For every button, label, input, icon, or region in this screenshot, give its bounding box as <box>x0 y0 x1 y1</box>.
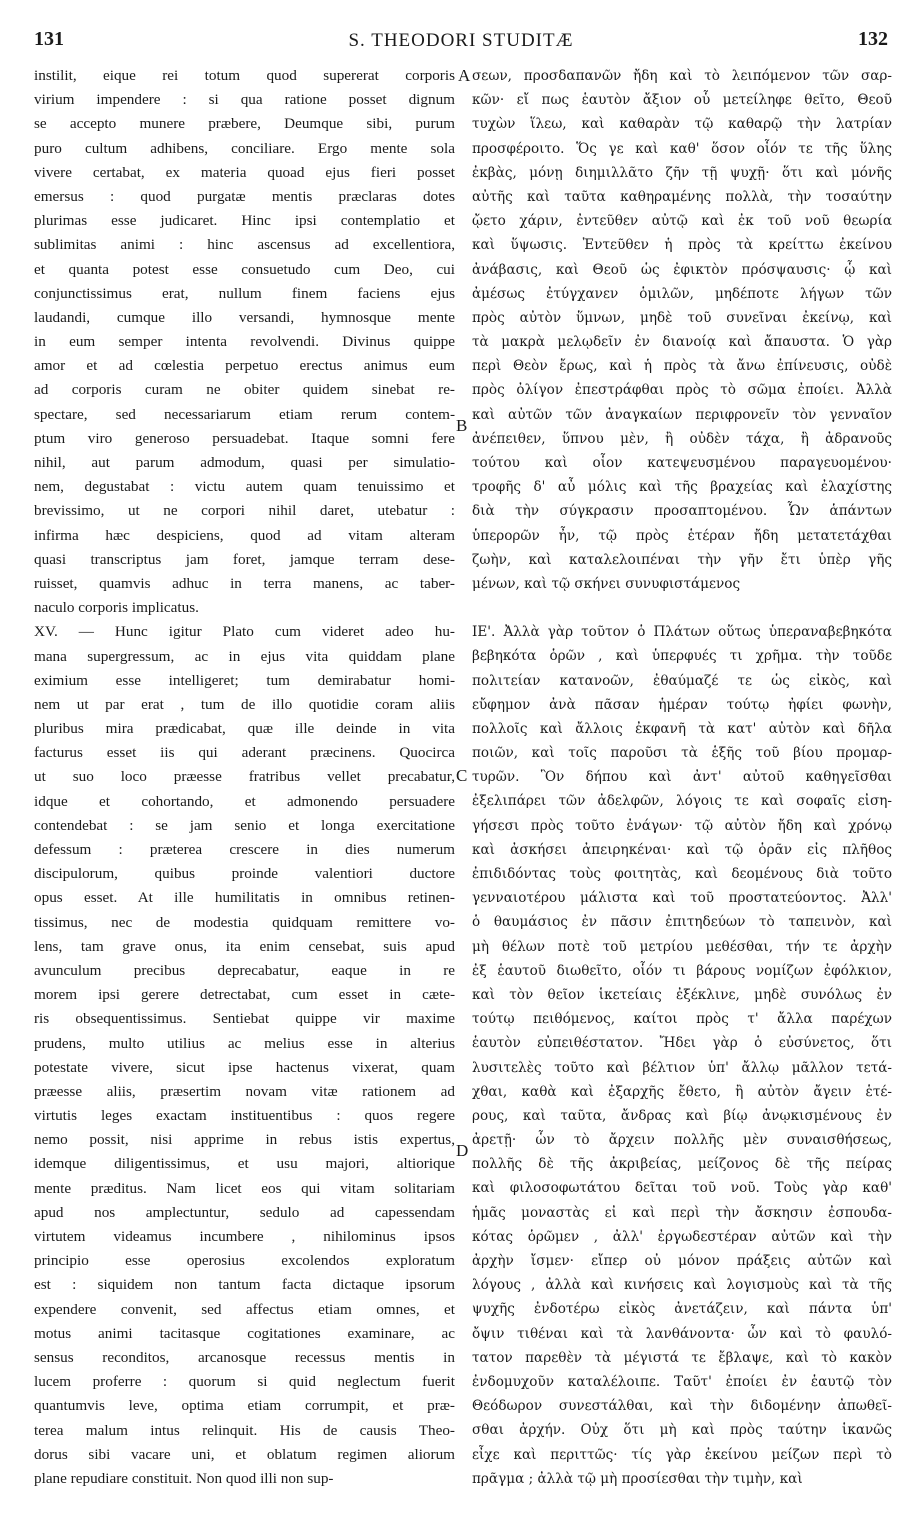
greek-line: ἐξελιπάρει τῶν ἀδελφῶν, λόγοις τε καὶ σοφαῖς εἰση- <box>472 793 892 810</box>
greek-column <box>472 64 892 1491</box>
latin-line: idemque diligentissimus, et usu majori, altiorique <box>34 1155 455 1173</box>
latin-line: et quanta potest esse consuetudo cum Deo, cui <box>34 260 455 278</box>
greek-line: καὶ αὐτῶν τῶν ἀναγκαίων περιφρονεῖν τὸν γενναῖον <box>472 406 892 423</box>
latin-line: defessum : præterea crescere in dies numerum <box>34 841 455 858</box>
latin-line: instilit, eique rei totum quod supererat corporis <box>34 67 455 84</box>
greek-line: εὔφημον ἀνὰ πᾶσαν ἡμέραν τούτῳ ἠφίει φωνὴν, <box>472 696 892 713</box>
greek-line: χθαι, καθὰ καὶ ἐξαρχῆς ἔθετο, ἢ αὐτὸν ἄγειν ἑτέ- <box>472 1083 892 1100</box>
latin-line: in eum semper intenta revolvendi. Divinus quippe <box>34 333 455 351</box>
greek-line: ἐνδομυχοῦν καταλέλοιπε. Ταῦτ' ἐποίει ἐν ἑαυτῷ τὸν <box>472 1373 892 1390</box>
greek-line: ἀρετῇ· ὧν τὸ ἄρχειν πολλῆς μὲν συναισθήσεως, <box>472 1132 892 1149</box>
greek-line: τὰ μακρὰ μελῳδεῖν ἐν διανοίᾳ καὶ ἄπαυστα. Ὁ γὰρ <box>472 334 892 351</box>
greek-line: ΙΕ'. Ἀλλὰ γὰρ τοῦτον ὁ Πλάτων οὕτως ὑπεραναβεβηκότα <box>472 624 892 641</box>
greek-line: πολιτείαν κατανοῶν, ἐθαύμαζέ τε ὡς εἰκὸς, καὶ <box>472 672 892 689</box>
running-header <box>30 28 892 60</box>
greek-line: καὶ ὕψωσις. Ἐντεῦθεν ἡ πρὸς τὰ κρείττω ἐκείνου <box>472 237 892 254</box>
latin-line: nem, degustabat : victu autem quam tenuissimo et <box>34 478 455 496</box>
greek-line: τυχὼν ἵλεω, καὶ καθαρὰν τῷ καθαρῷ τὴν λατρίαν <box>472 116 892 133</box>
latin-line: quantumvis leve, optima etiam corrumpit, et præ- <box>34 1397 455 1415</box>
greek-line: πρᾶγμα ; ἀλλὰ τῷ μὴ προσίεσθαι τὴν τιμὴν, καὶ <box>472 1470 803 1487</box>
latin-line: plurimas esse judicaret. Hinc ipsi contemplatio et <box>34 212 455 230</box>
greek-line: ψυχῆς ἐνδοτέρω εἰκὸς ἀνετάζειν, καὶ πάντα ὑπ' <box>472 1301 892 1318</box>
latin-line: dorus sibi vacare uni, et oblatum regimen aliorum <box>34 1445 455 1463</box>
greek-line: μὴ θέλων ποτὲ τοῦ μετρίου μεθέσθαι, τήν τε ἀρχὴν <box>472 938 892 955</box>
greek-line: γήσεσι πρὸς τοῦτο ἐνάγων· τῷ αὐτὸν ἤδη καὶ χρόνῳ <box>472 817 892 834</box>
greek-line: καὶ ἀσκήσει ἀπειρηκέναι· καὶ τῷ ὁρᾶν εἰς πλῆθος <box>472 841 892 858</box>
latin-line: lucem proferre : quorum si quid neglectum fuerit <box>34 1373 455 1391</box>
latin-line: sublimitas animi : hinc ascensus ad excellentiora, <box>34 236 455 254</box>
latin-line: puro cultum adhibens, conciliare. Ergo mente sola <box>34 139 455 157</box>
margin-marker-c: C <box>456 766 468 785</box>
latin-line: mana supergressum, ac in ejus vita quiddam plane <box>34 647 455 665</box>
latin-line: sensus reconditos, arcanosque recessus mentis in <box>34 1348 455 1366</box>
latin-line: potestate vivere, sicut ipse hactenus vixerat, quam <box>34 1058 455 1076</box>
greek-line: ἐπιδιδόντας τοὺς φοιτητὰς, καὶ δεομένους διὰ τοῦτο <box>472 866 892 882</box>
latin-line: mente præditus. Nam licet eos qui vitam solitariam <box>34 1179 455 1197</box>
greek-line: διὰ τὴν σύγκρασιν προσαπτομένου. Ὧν ἁπάντων <box>472 503 892 520</box>
latin-line: discipulorum, quibus proinde valentiori ductore <box>34 865 455 883</box>
latin-line: plane repudiare constituit. Non quod illi non sup- <box>34 1469 334 1487</box>
greek-line: πολλῆς δὲ τῆς ἀκριβείας, μείζονος δὲ τῆς πείρας <box>472 1156 892 1173</box>
greek-line: κῶν· εἴ πως ἑαυτὸν ἄξιον οὗ μετείληφε θεῖτο, Θεοῦ <box>472 92 892 109</box>
greek-line: λόγους , ἀλλὰ καὶ κινήσεις καὶ λογισμοὺς καὶ τὰ τῆς <box>472 1277 892 1294</box>
page-number-left: 131 <box>34 28 64 50</box>
greek-line: εἶχε καὶ περιττῶς· τίς γὰρ ἐκείνου μείζων περὶ τὸ <box>472 1446 892 1463</box>
latin-line: eximium esse intelligeret; tum demirabatur homi- <box>34 671 455 689</box>
latin-line: amor et ad cœlestia perpetuo erectus animus eum <box>34 357 455 375</box>
page-number-right: 132 <box>858 28 888 50</box>
latin-line: nem ut par erat , tum de illo quotidie coram aliis <box>34 695 455 713</box>
margin-marker-a: A <box>458 66 471 85</box>
latin-line: præesse aliis, præsertim novam vitæ rationem ad <box>34 1082 455 1100</box>
latin-line: vivere certabat, ex materia quoad ejus fieri posset <box>34 163 455 181</box>
greek-line: τούτου καὶ οἷον κατεψευσμένου παραγευομένου· <box>472 455 892 471</box>
margin-marker-d: D <box>456 1141 469 1160</box>
latin-line: morem ipsi gerere detrectabat, cum esset in cæte- <box>34 986 455 1004</box>
latin-line: ptum viro generoso persuadebat. Itaque somni fere <box>34 429 455 447</box>
greek-line: βεβηκότα ὁρῶν , καὶ ὑπερφυές τι χρῆμα. τὴν τοῦδε <box>472 648 892 665</box>
latin-line: XV. — Hunc igitur Plato cum videret adeo hu- <box>34 623 455 641</box>
latin-column <box>34 64 455 1491</box>
latin-line: emersus : quod purgatæ mentis præclaras dotes <box>34 187 455 205</box>
greek-line: προσφέροιτο. Ὅς γε καὶ καθ' ὅσον οἷόν τε τῆς ὕλης <box>472 140 892 157</box>
latin-line: virtutem videamus incumbere , nihilominus ipsos <box>34 1228 455 1245</box>
latin-line: idque et cohortando, et admonendo persuadere <box>34 792 455 810</box>
latin-line: ut suo loco præesse fratribus vellet precabatur, <box>34 768 455 786</box>
latin-line: se accepto munere præbere, Deumque sibi, purum <box>34 115 455 133</box>
latin-line: lens, tam grave onus, ita enim censebat, suis apud <box>34 937 455 955</box>
latin-line: spectare, sed necessariarum etiam rerum contem- <box>34 405 455 423</box>
latin-line: conjunctissimus erat, nullum finem faciens ejus <box>34 284 455 302</box>
latin-line: ris obsequentissimus. Sentiebat quippe vir maxime <box>34 1010 455 1028</box>
greek-line: ἡμᾶς μοναστὰς εἰ καὶ περὶ τὴν ἄσκησιν ἐσπουδα- <box>472 1204 892 1221</box>
latin-line: apud nos amplectuntur, sedulo ad capessendam <box>34 1203 455 1221</box>
greek-line: γενναιοτέρου μάλιστα καὶ τοῦ προστατεύοντος. Ἀλλ' <box>472 890 892 907</box>
greek-line: σεων, προσδαπανῶν ἤδη καὶ τὸ λειπόμενον τῶν σαρ- <box>472 68 892 84</box>
greek-line: ποιῶν, καὶ τοῖς παροῦσι τὰ ἑξῆς τοῦ βίου προμαρ- <box>472 745 892 762</box>
greek-line: καὶ φιλοσοφωτάτου δεῖται τοῦ νοῦ. Τοὺς γὰρ καθ' <box>472 1180 892 1197</box>
latin-line: quasi transcriptus jam foret, jamque terram dese- <box>34 550 455 568</box>
greek-line: ἀνάβασις, καὶ Θεοῦ ὡς ἐφικτὸν πρόσψαυσις· ᾧ καὶ <box>472 261 892 278</box>
latin-line: laudandi, cumque illo versandi, hymnosque mente <box>34 308 455 326</box>
latin-line: prudens, multo utilius ac melius esse in alterius <box>34 1034 455 1052</box>
latin-line: terea malum intus relinquit. His de causis Theo- <box>34 1421 455 1439</box>
latin-line: contendebat : se jam senio et longa exercitatione <box>34 816 455 834</box>
latin-line: tissimus, nec de modestia quidquam remittere vo- <box>34 913 455 931</box>
greek-line: ἀμέσως ἐτύγχανεν ὁμιλῶν, μηδέποτε λήγων τῶν <box>472 285 892 302</box>
latin-line: virium impendere : si qua ratione posset dignum <box>34 91 455 109</box>
greek-line: σθαι ἀρχήν. Οὐχ ὅτι μὴ καὶ πρὸς ταύτην ἱκανῶς <box>472 1422 892 1439</box>
greek-line: ᾤετο χάριν, ἐντεῦθεν αὐτῷ καὶ ἐκ τοῦ νοῦ θεωρία <box>472 213 892 230</box>
greek-line: πρὸς ὀλίγον ἐπεστράφθαι πρὸς τὸ σῶμα ἐποίει. Ἀλλὰ <box>472 382 892 399</box>
greek-line: πολλοῖς καὶ ἄλλοις ἐκφανῆ τὰ κατ' αὐτὸν καὶ δῆλα <box>472 720 892 737</box>
latin-line: infirma hæc despiciens, quod ad vitam alteram <box>34 526 455 544</box>
latin-line: expendere convenit, sed affectus etiam omnes, et <box>34 1300 455 1318</box>
running-title: S. THEODORI STUDITÆ <box>348 30 574 51</box>
margin-marker-b: B <box>456 416 468 435</box>
latin-line: motus animi tacitasque cogitationes examinare, ac <box>34 1324 455 1342</box>
latin-line: nemo possit, nisi apprime in rebus istis expertus, <box>34 1131 455 1149</box>
greek-line: κότας ὁρῶμεν , ἀλλ' ἐργωδεστέραν αὐτῶν καὶ τὴν <box>472 1228 892 1245</box>
greek-line: τατον παρεθὲν τὰ μέγιστά τε ἔβλαψε, καὶ τὸ κακὸν <box>472 1349 892 1366</box>
greek-line: ρους, καὶ ταῦτα, ἄνδρας καὶ βίῳ ἀνῳκισμένους ἐν <box>472 1107 892 1124</box>
greek-line: τούτῳ πειθόμενος, καίτοι πρὸς τ' ἄλλα παρέχων <box>472 1011 892 1028</box>
latin-line: est : siquidem non tantum facta dictaque ipsorum <box>34 1276 455 1294</box>
greek-line: ἐκβὰς, μόνῃ διημιλλᾶτο ζῆν τῇ ψυχῇ· ὅτι καὶ μόνῆς <box>472 164 892 181</box>
latin-line: nihil, aut parum admodum, quasi per simulatio- <box>34 454 455 471</box>
latin-line: pluribus mira prædicabat, quæ ille deinde in vita <box>34 720 455 738</box>
latin-line: opus esset. At ille humilitatis in omnibus retinen- <box>34 889 455 907</box>
greek-line: αὐτῆς καὶ ταῦτα καθηραμένης πολλὰ, τὴν τοσαύτην <box>472 188 892 205</box>
greek-line: πρὸς αὐτὸν ὕμνων, μηδὲ τοῦ συνεῖναι ἐκείνῳ, καὶ <box>472 309 892 326</box>
latin-line: brevissimo, ut ne corpori nihil daret, utebatur : <box>34 502 455 520</box>
latin-line: ad corporis curam ne obiter quidem sinebat re- <box>34 381 455 399</box>
latin-line: naculo corporis implicatus. <box>34 599 199 617</box>
greek-line: ἀρχὴν ἴσμεν· εἴπερ οὐ μόνον πράξεις αὐτῶν καὶ <box>472 1253 892 1269</box>
greek-line: τροφῆς δ' αὖ μόλις καὶ τῆς βραχείας καὶ ἐλαχίστης <box>472 479 892 496</box>
latin-line: principio esse operosius excolendos exploratum <box>34 1252 455 1270</box>
latin-line: ruisset, quamvis adhuc in terra manens, ac taber- <box>34 574 455 592</box>
greek-line: ὑπερορῶν ἦν, τῷ πρὸς ἑτέραν ἤδη μετατετάχθαι <box>472 527 892 544</box>
greek-line: ζωὴν, καὶ καταλελοιπέναι τὴν γῆν ἔτι ὑπὲρ γῆς <box>472 551 892 568</box>
greek-line: ὁ θαυμάσιος ἐν πᾶσιν ἐπιτηδεύων τὸ ταπεινὸν, καὶ <box>472 914 892 931</box>
greek-line: λυσιτελὲς τοῦτο καὶ βέλτιον ὑπ' ἄλλῳ μᾶλλον τετά- <box>472 1059 892 1076</box>
latin-line: avunculum precibus deprecabatur, eaque in re <box>34 961 455 979</box>
greek-line: περὶ Θεὸν ἔρως, καὶ ἡ πρὸς τὰ ἄνω ἐπίνευσις, οὐδὲ <box>472 358 892 375</box>
greek-line: μένων, καὶ τῷ σκήνει συνυφιστάμενος <box>472 575 741 592</box>
latin-line: facturus esset iis qui aderant præcinens. Quocirca <box>34 744 455 762</box>
greek-line: ἑαυτὸν εὐπειθέστατον. Ἤδει γὰρ ὁ εὐσύνετος, ὅτι <box>472 1035 892 1052</box>
greek-line: καὶ τὸν θεῖον ἱκετείαις ἐξέκλινε, μηδὲ συνόλως ἐν <box>472 986 892 1003</box>
greek-line: ὄψιν τιθέναι καὶ τὰ λανθάνοντα· ὧν καὶ τὸ φαυλό- <box>472 1325 892 1342</box>
greek-line: ἐξ ἑαυτοῦ διωθεῖτο, οἷόν τι βάρους νομίζων ἐφόλκιον, <box>472 962 892 979</box>
greek-line: Θεόδωρον συνεστάλθαι, καὶ τὴν διδομένην ἀπωθεῖ- <box>472 1398 892 1415</box>
greek-line: ἀνέπειθεν, ὕπνου μὲν, ἢ οὐδὲν τάχα, ἢ ἀδρανοῦς <box>472 430 892 447</box>
greek-line: τυρῶν. Ὃν δήπου καὶ ἀντ' αὐτοῦ καθηγεῖσθαι <box>472 769 892 786</box>
latin-line: virtutis leges exactam instituentibus : quos regere <box>34 1107 455 1125</box>
